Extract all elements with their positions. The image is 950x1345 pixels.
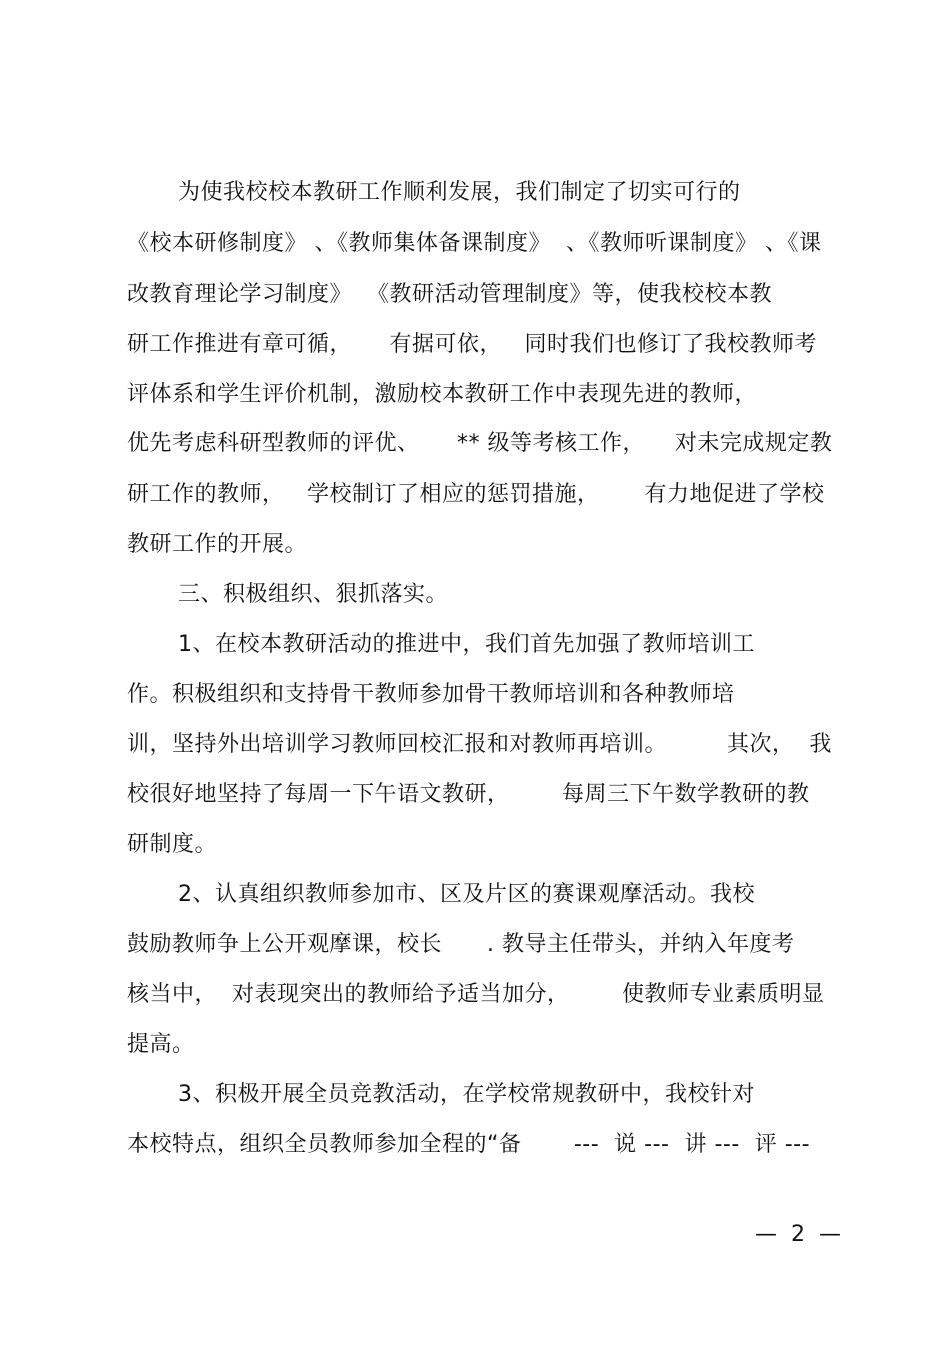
text-line: 评体系和学生评价机制，激励校本教研工作中表现先进的教师， [127,382,758,407]
text-line: 3、积极开展全员竞教活动，在学校常规教研中，我校针对 [178,1082,755,1107]
text-line: 核当中， 对表现突出的教师给予适当加分， 使教师专业素质明显 [127,982,825,1007]
text-line: 研工作的教师， 学校制订了相应的惩罚措施， 有力地促进了学校 [127,482,825,507]
text-line: 改教育理论学习制度》 《教研活动管理制度》等，使我校校本教 [127,282,772,307]
text-line: 优先考虑科研型教师的评优、 ** 级等考核工作， 对未完成规定教 [127,431,833,456]
text-line: 《校本研修制度》 、《教师集体备课制度》 、《教师听课制度》 、《课 [127,231,822,256]
text-line: 教研工作的开展。 [127,532,308,557]
text-line: 训，坚持外出培训学习教师回校汇报和对教师再培训。 其次， 我 [127,732,832,757]
text-line: 研制度。 [127,832,218,857]
text-line: 提高。 [127,1032,195,1057]
text-line: 为使我校校本教研工作顺利发展，我们制定了切实可行的 [178,180,741,205]
text-line: 作。积极组织和支持骨干教师参加骨干教师培训和各种教师培 [127,682,735,707]
text-line: 2、认真组织教师参加市、区及片区的赛课观摩活动。我校 [178,882,755,907]
text-line: 本校特点，组织全员教师参加全程的“备 --- 说 --- 讲 --- 评 --- [127,1132,811,1157]
text-line: 校很好地坚持了每周一下午语文教研， 每周三下午数学教研的教 [127,782,810,807]
text-line: 1、在校本教研活动的推进中，我们首先加强了教师培训工 [178,632,755,657]
text-line: 研工作推进有章可循， 有据可依， 同时我们也修订了我校教师考 [127,332,817,357]
text-line: 鼓励教师争上公开观摩课，校长 . 教导主任带头，并纳入年度考 [127,932,795,957]
page-number: — 2 — [755,1222,841,1247]
section-heading: 三、积极组织、狠抓落实。 [178,582,449,607]
